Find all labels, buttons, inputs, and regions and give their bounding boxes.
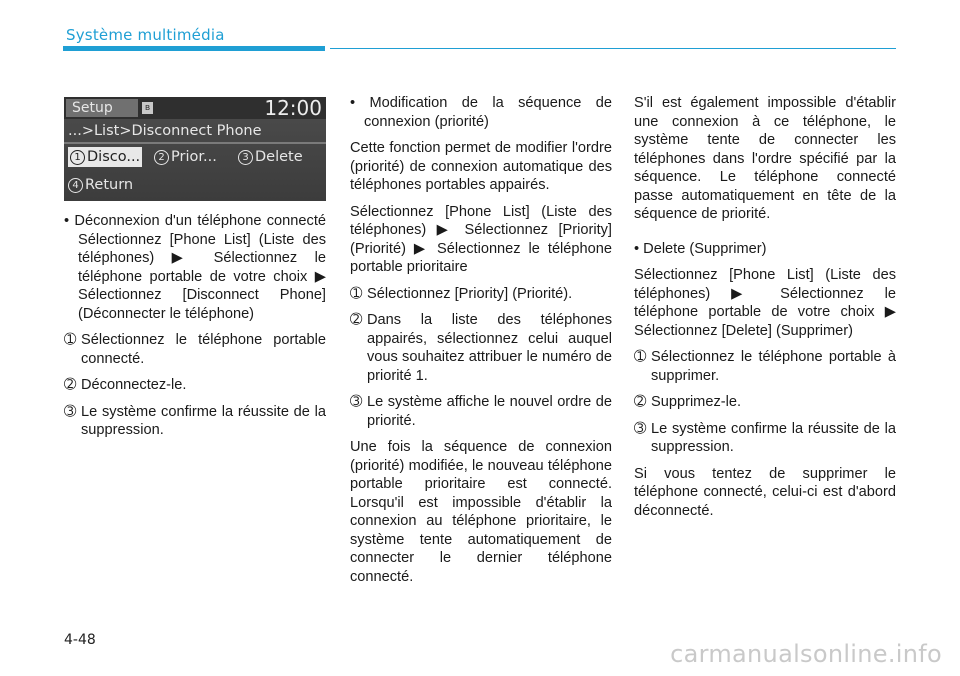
step-1: ➀ Sélectionnez le téléphone portable à supprimer.: [634, 349, 896, 384]
page-number: 4-48: [64, 632, 96, 648]
paragraph: Cette fonction permet de modifier l'ordre (priorité) de connexion automatique des téléphones portables appairés.: [350, 140, 612, 193]
bluetooth-icon: ʙ: [142, 102, 153, 114]
step-2: ➁ Dans la liste des téléphones appairés, sélectionnez celui auquel vous souhaitez attribuer le numéro de priorité 1.: [350, 312, 612, 384]
paragraph: S'il est également impossible d'établir une connexion à ce téléphone, le système tente de connecter les téléphones dans l'ordre spécifié par la séquence. Le téléphone connecté passe automatiquement en tête de la séquence de priorité.: [634, 95, 896, 222]
head-unit-screen-image: [64, 97, 326, 201]
header-rule-thin: [330, 48, 896, 49]
screen-path: ...>List>Disconnect Phone: [68, 123, 262, 139]
step-1: ➀ Sélectionnez [Priority] (Priorité).: [350, 285, 573, 302]
option-number: 3: [238, 150, 253, 165]
step-3: ➂ Le système confirme la réussite de la suppression.: [634, 420, 896, 455]
step-1: ➀ Sélectionnez le téléphone portable connecté.: [64, 332, 326, 367]
step-3: ➂ Le système confirme la réussite de la suppression.: [64, 403, 326, 438]
text-column-2: [350, 94, 612, 594]
screen-clock: 12:00: [264, 97, 322, 120]
option-number: 4: [68, 178, 83, 193]
step-2: ➁ Supprimez-le.: [634, 394, 742, 410]
option-label: Return: [85, 177, 134, 193]
option-number: 1: [70, 150, 85, 165]
text-column-3: [634, 94, 896, 528]
watermark: carmanualsonline.info: [670, 640, 942, 668]
step-3: ➂ Le système affiche le nouvel ordre de priorité.: [350, 394, 612, 429]
option-label: Disco...: [87, 149, 141, 165]
screen-option-4: [68, 175, 133, 195]
bullet-disconnect: • Déconnexion d'un téléphone connecté Sélectionnez [Phone List] (Liste des téléphones) ▶ Sélectionnez le téléphone portable de votre choix ▶ Sélectionnez [Disconnect Phone] (Déconnecter le téléphone): [64, 213, 326, 322]
bullet-priority: • Modification de la séquence de connexion (priorité): [350, 95, 612, 130]
paragraph: Sélectionnez [Phone List] (Liste des téléphones) ▶ Sélectionnez [Priority] (Priorité) ▶ Sélectionnez le téléphone portable prioritaire: [350, 203, 612, 275]
option-label: Prior...: [171, 149, 217, 165]
paragraph: Si vous tentez de supprimer le téléphone connecté, celui-ci est d'abord déconnecté.: [634, 465, 896, 519]
screen-setup-label: Setup: [66, 99, 138, 117]
paragraph: Sélectionnez [Phone List] (Liste des téléphones) ▶ Sélectionnez le téléphone portable de votre choix ▶ Sélectionnez [Delete] (Supprimer): [634, 267, 896, 339]
screen-divider: [64, 142, 326, 144]
paragraph: Une fois la séquence de connexion (priorité) modifiée, le nouveau téléphone portable prioritaire est connecté. Lorsqu'il est impossible d'établir la connexion au téléphone prioritaire, le système tente automatiquement de connecter le dernier téléphone connecté.: [350, 439, 612, 585]
screen-option-3: [238, 147, 303, 167]
option-number: 2: [154, 150, 169, 165]
step-2: ➁ Déconnectez-le.: [64, 377, 187, 393]
section-title: Système multimédia: [66, 26, 225, 44]
screen-option-2: [154, 147, 217, 167]
header-rule-thick: [63, 46, 325, 51]
screen-option-1: [68, 147, 142, 167]
bullet-delete: • Delete (Supprimer): [634, 240, 767, 257]
option-label: Delete: [255, 149, 303, 165]
text-column-1: [64, 212, 326, 448]
